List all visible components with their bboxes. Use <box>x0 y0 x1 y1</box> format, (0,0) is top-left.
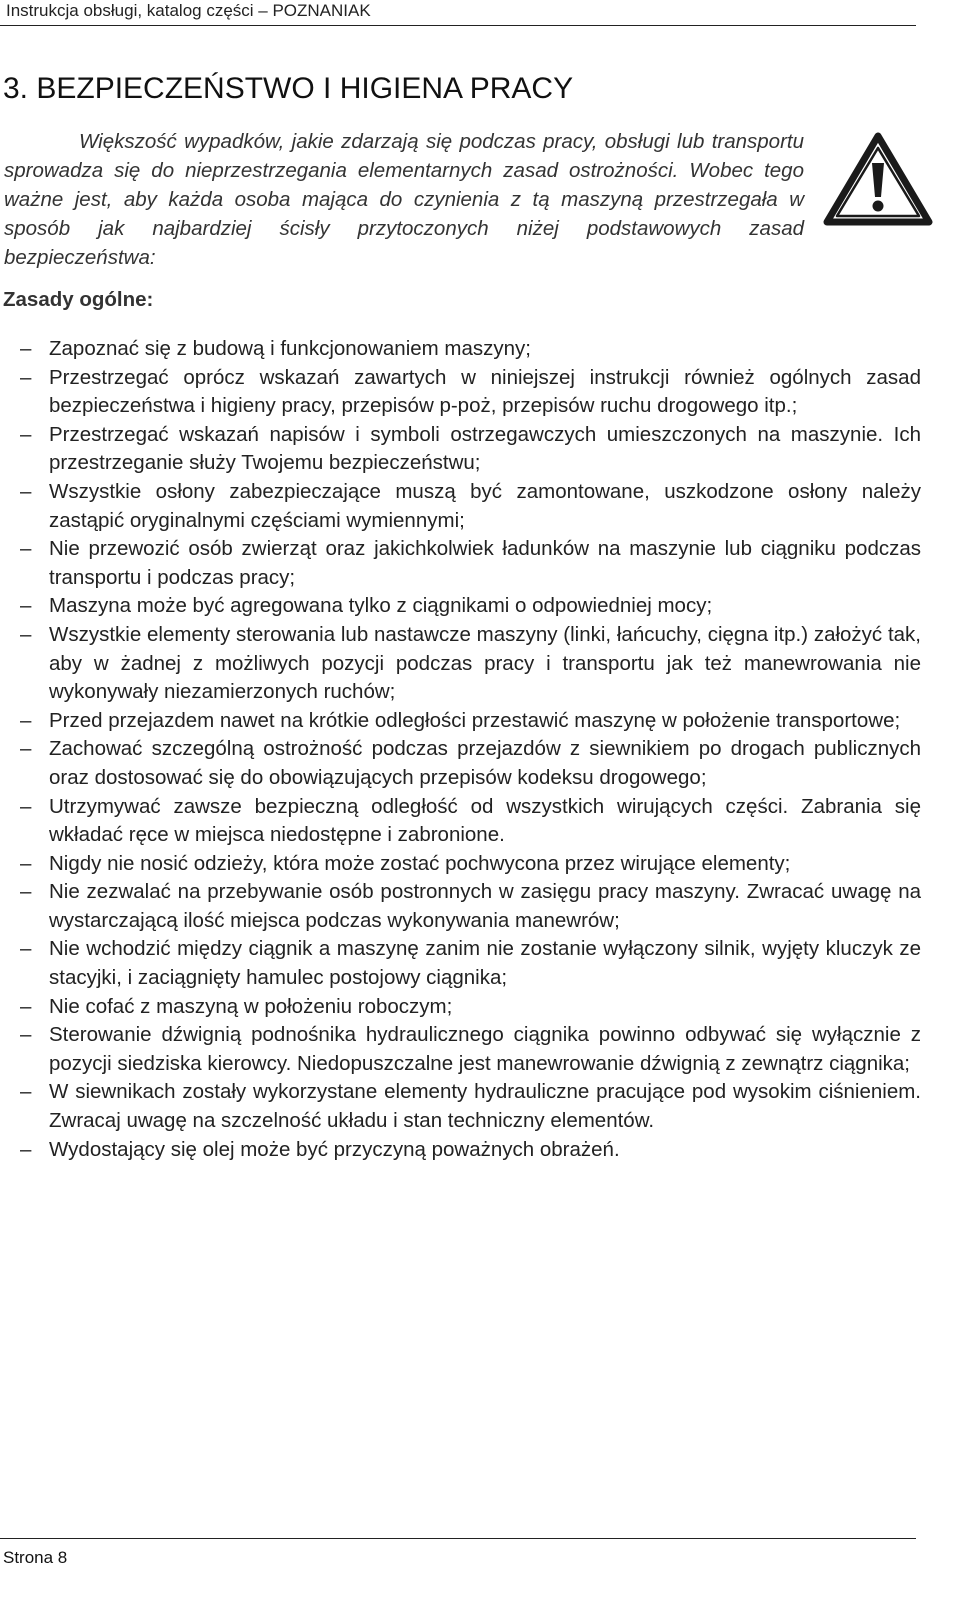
list-dash: – <box>20 1137 32 1161</box>
list-item <box>20 421 921 478</box>
intro-paragraph: Większość wypadków, jakie zdarzają się podczas pracy, obsługi lub transportu sprowadza się do nieprzestrzegania elementarnych zasad ostrożności. Wobec tego ważne jest, aby każda osoba mająca do czynienia z tą maszyną przestrzegała w sposób jak najbardziej ścisły przytoczonych niżej podstawowych zasad bezpieczeństwa: <box>4 130 804 269</box>
list-item-text: Zapoznać się z budową i funkcjonowaniem maszyny; <box>49 337 531 360</box>
list-item <box>20 707 921 736</box>
list-dash: – <box>20 622 32 646</box>
list-item <box>20 850 921 879</box>
list-dash: – <box>20 365 32 389</box>
footer-divider <box>0 1538 916 1539</box>
list-item <box>20 1136 921 1165</box>
list-item-text: Nigdy nie nosić odzieży, która może zostać pochwycona przez wirujące elementy; <box>49 851 791 875</box>
list-dash: – <box>20 422 32 446</box>
list-dash: – <box>20 794 32 818</box>
general-rules-heading: Zasady ogólne: <box>3 288 154 311</box>
list-dash: – <box>20 594 32 618</box>
list-dash: – <box>20 337 32 360</box>
list-dash: – <box>20 708 32 732</box>
list-item <box>20 364 921 421</box>
list-item-text: Nie przewozić osób zwierząt oraz jakichkolwiek ładunków na maszynie lub ciągniku podczas transportu i podczas pracy; <box>49 537 921 589</box>
list-item-text: Wszystkie osłony zabezpieczające muszą być zamontowane, uszkodzone osłony należy zastąpić oryginalnymi częściami wymiennymi; <box>49 479 921 532</box>
list-dash: – <box>20 479 32 503</box>
list-item-text: Wszystkie elementy sterowania lub nastawcze maszyny (linki, łańcuchy, cięgna itp.) założyć tak, aby w żadnej z możliwych pozycji podczas pracy i transportu jak też manewrowania nie wykonywały niezamierzonych ruchów; <box>49 622 921 704</box>
list-item-text: Nie cofać z maszyną w położeniu roboczym; <box>49 994 453 1018</box>
list-item-text: Utrzymywać zawsze bezpieczną odległość od wszystkich wirujących części. Zabrania się wkładać ręce w miejsca niedostępne i zabronione. <box>49 794 921 847</box>
section-title: 3. BEZPIECZEŃSTWO I HIGIENA PRACY <box>3 72 574 105</box>
page-number: Strona 8 <box>3 1548 68 1567</box>
list-item-text: Sterowanie dźwignią podnośnika hydraulicznego ciągnika powinno odbywać się wyłącznie z pozycji siedziska kierowcy. Niedopuszczalne jest manewrowanie dźwignią z zewnątrz ciągnika; <box>49 1023 921 1075</box>
header-divider <box>0 25 916 26</box>
list-item-text: Wydostający się olej może być przyczyną poważnych obrażeń. <box>49 1137 620 1161</box>
list-item-text: Przestrzegać wskazań napisów i symboli ostrzegawczych umieszczonych na maszynie. Ich przestrzeganie służy Twojemu bezpieczeństwu; <box>49 422 921 475</box>
list-item <box>20 621 921 707</box>
list-dash: – <box>20 537 32 561</box>
list-dash: – <box>20 737 32 761</box>
list-dash: – <box>20 1080 32 1104</box>
list-item-text: Przed przejazdem nawet na krótkie odległości przestawić maszynę w położenie transportowe; <box>49 708 901 732</box>
list-item <box>20 793 921 850</box>
list-item <box>20 1078 921 1135</box>
list-item-text: Zachować szczególną ostrożność podczas przejazdów z siewnikiem po drogach publicznych oraz dostosować się do obowiązujących przepisów kodeksu drogowego; <box>49 737 921 789</box>
list-item <box>20 592 921 621</box>
list-item <box>20 735 921 792</box>
list-item <box>20 935 921 992</box>
list-item <box>20 1021 921 1078</box>
list-dash: – <box>20 851 32 875</box>
list-dash: – <box>20 1023 32 1047</box>
list-dash: – <box>20 937 32 961</box>
list-item-text: Nie wchodzić między ciągnik a maszynę zanim nie zostanie wyłączony silnik, wyjęty kluczyk ze stacyjki, i zaciągnięty hamulec postojowy ciągnika; <box>49 937 921 990</box>
list-dash: – <box>20 994 32 1018</box>
list-item <box>20 993 921 1022</box>
document-header: Instrukcja obsługi, katalog części – POZNANIAK <box>6 1 371 20</box>
list-item <box>20 535 921 592</box>
list-item-text: Maszyna może być agregowana tylko z ciągnikami o odpowiedniej mocy; <box>49 594 713 618</box>
list-item-text: Nie zezwalać na przebywanie osób postronnych w zasięgu pracy maszyny. Zwracać uwagę na wystarczającą ilość miejsca podczas wykonywania manewrów; <box>49 880 921 932</box>
list-item <box>20 335 921 364</box>
list-dash: – <box>20 880 32 904</box>
warning-icon <box>823 131 933 227</box>
safety-rules-list <box>20 335 921 1164</box>
list-item <box>20 478 921 535</box>
list-item-text: Przestrzegać oprócz wskazań zawartych w niniejszej instrukcji również ogólnych zasad bezpieczeństwa i higieny pracy, przepisów p-poż, przepisów ruchu drogowego itp.; <box>49 365 921 418</box>
list-item <box>20 878 921 935</box>
list-item-text: W siewnikach zostały wykorzystane elementy hydrauliczne pracujące pod wysokim ciśnieniem. Zwracaj uwagę na szczelność układu i stan techniczny elementów. <box>49 1080 921 1133</box>
